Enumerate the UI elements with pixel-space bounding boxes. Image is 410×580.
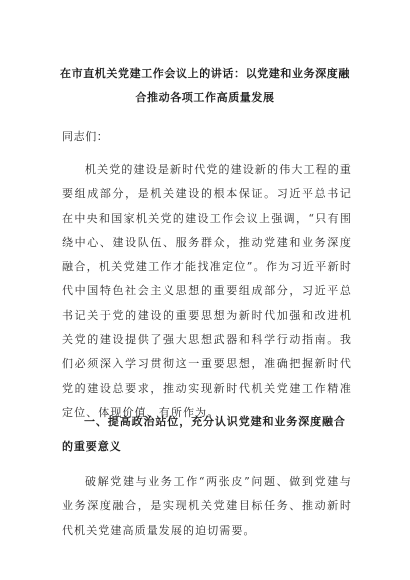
- body-paragraph-1: 机关党的建设是新时代党的建设新的伟大工程的重要组成部分，是机关建设的根本保证。习近平总书记在中央和国家机关党的建设工作会议上强调，“只有围绕中心、建设队伍、服务群众，推动党建和业务深度融合，机关党建工作才能找准定位”。作为习近平新时代中国特色社会主义思想的重要组成部分，习近平总书记关于党的建设的重要思想为新时代加强和改进机关党的建设提供了强大思想武器和科学行动指南。我们必须深入学习贯彻这一重要思想，准确把握新时代党的建设总要求，推动实现新时代机关党建工作精准定位、体现价值、有所作为。: [62, 163, 352, 419]
- greeting: 同志们：: [62, 130, 109, 143]
- body-paragraph-2: 破解党建与业务工作“两张皮”问题、做到党建与业务深度融合，是实现机关党建目标任务、推动新时代机关党建高质量发展的迫切需要。: [62, 475, 352, 537]
- document-title-line-1: 在市直机关党建工作会议上的讲话：以党建和业务深度融: [60, 67, 350, 80]
- section-heading-1: 一、提高政治站位，充分认识党建和业务深度融合的重要意义: [62, 415, 346, 453]
- document-title-line-2: 合推动各项工作高质量发展: [135, 91, 275, 104]
